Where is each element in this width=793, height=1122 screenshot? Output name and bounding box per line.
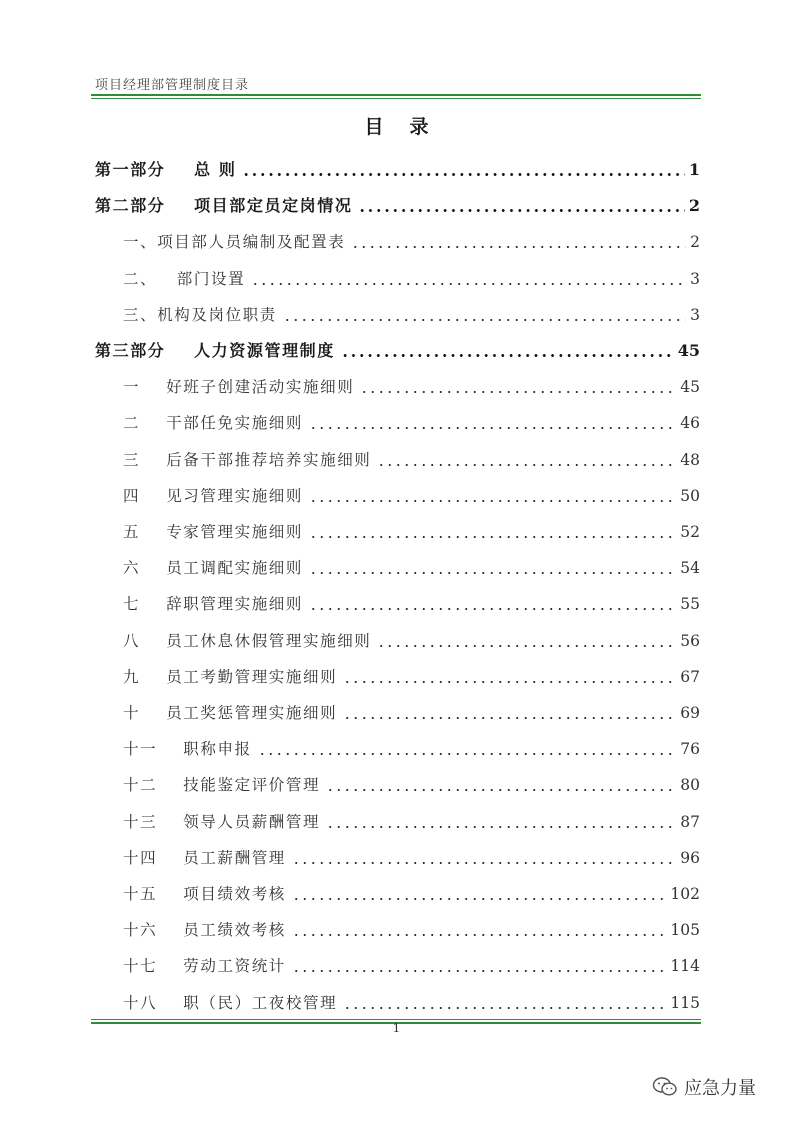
toc-leader-dots xyxy=(377,645,676,647)
page-title: 目录 xyxy=(364,116,455,138)
toc-entry xyxy=(95,222,700,252)
toc-leader-dots xyxy=(309,536,676,538)
toc-page-number: 96 xyxy=(680,848,700,867)
toc-entry-label: 十六 员工绩效考核 xyxy=(123,921,286,940)
toc-entry xyxy=(95,476,700,506)
toc-entry-label: 十五 项目绩效考核 xyxy=(123,885,286,903)
toc-entry-label: 十 员工奖惩管理实施细则 xyxy=(123,704,338,722)
header-rule xyxy=(91,94,701,96)
toc-entry-label: 六 员工调配实施细则 xyxy=(123,559,304,578)
toc-page-number: 1 xyxy=(688,160,700,179)
toc-entry-label: 二 干部任免实施细则 xyxy=(123,414,304,433)
toc-entry-label: 七 辞职管理实施细则 xyxy=(123,595,304,614)
toc-page-number: 45 xyxy=(680,378,700,397)
toc-entry-label: 十一 职称申报 xyxy=(123,740,252,759)
toc-entry-label: 五 专家管理实施细则 xyxy=(123,523,304,541)
toc-leader-dots xyxy=(309,427,676,429)
toc-entry xyxy=(95,259,700,289)
toc-section-entry xyxy=(95,186,700,216)
toc-page-number: 55 xyxy=(680,595,700,614)
toc-leader-dots xyxy=(309,500,676,502)
toc-entry xyxy=(95,440,700,470)
toc-page-number: 56 xyxy=(680,631,700,650)
toc-entry-label: 十八 职（民）工夜校管理 xyxy=(123,993,338,1012)
toc-entry-label: 三 后备干部推荐培养实施细则 xyxy=(123,450,372,469)
toc-entry xyxy=(95,910,700,940)
toc-leader-dots xyxy=(377,464,676,466)
toc-page-number: 114 xyxy=(670,957,700,976)
toc-page-number: 3 xyxy=(690,269,700,288)
toc-page-number: 52 xyxy=(680,523,700,541)
footer-rule-thin xyxy=(91,1019,701,1020)
toc-entry-label: 一 好班子创建活动实施细则 xyxy=(123,378,355,397)
toc-leader-dots xyxy=(309,608,676,610)
toc-page-number: 80 xyxy=(680,776,700,795)
toc-entry-label: 十四 员工薪酬管理 xyxy=(123,848,286,867)
toc-entry xyxy=(95,295,700,325)
toc-leader-dots xyxy=(292,862,676,864)
toc-entry xyxy=(95,693,700,723)
toc-leader-dots xyxy=(326,789,676,791)
toc-page-number: 2 xyxy=(688,196,700,216)
toc-leader-dots xyxy=(351,246,686,248)
toc-page-number: 48 xyxy=(680,450,700,469)
footer-page-number: 1 xyxy=(392,1021,401,1035)
toc-entry xyxy=(95,657,700,687)
toc-entry xyxy=(95,512,700,542)
toc-entry-label: 九 员工考勤管理实施细则 xyxy=(123,667,338,686)
toc-page-number: 3 xyxy=(690,305,700,324)
toc-entry xyxy=(95,548,700,578)
toc-page-number: 67 xyxy=(680,667,700,686)
toc-entry xyxy=(95,838,700,868)
toc-leader-dots xyxy=(292,898,666,900)
toc-leader-dots xyxy=(242,173,684,176)
toc-entry-label: 十二 技能鉴定评价管理 xyxy=(123,776,321,795)
toc-leader-dots xyxy=(251,283,686,285)
toc-entry-label: 一、项目部人员编制及配置表 xyxy=(123,233,346,252)
toc-entry xyxy=(95,367,700,397)
toc-entry-label: 八 员工休息休假管理实施细则 xyxy=(123,631,372,650)
toc-leader-dots xyxy=(292,934,666,936)
toc-leader-dots xyxy=(283,319,686,321)
toc-entry xyxy=(95,584,700,614)
wechat-icon xyxy=(652,1076,678,1098)
toc-page-number: 102 xyxy=(670,885,700,903)
toc-entry-label: 十七 劳动工资统计 xyxy=(123,957,286,976)
toc-entry-label: 三、机构及岗位职责 xyxy=(123,305,277,324)
toc-entry xyxy=(95,874,700,904)
toc-leader-dots xyxy=(258,753,677,755)
toc-page-number: 87 xyxy=(680,812,700,831)
toc-entry-label: 第二部分 项目部定员定岗情况 xyxy=(95,196,353,216)
toc-entry-label: 四 见习管理实施细则 xyxy=(123,486,304,505)
toc-entry-label: 第三部分 人力资源管理制度 xyxy=(95,341,335,360)
running-header: 项目经理部管理制度目录 xyxy=(95,78,250,93)
toc-entry xyxy=(95,621,700,651)
toc-entry-label: 十三 领导人员薪酬管理 xyxy=(123,812,321,831)
toc-leader-dots xyxy=(326,826,676,828)
toc-entry xyxy=(95,946,700,976)
toc-leader-dots xyxy=(343,717,676,719)
toc-section-entry xyxy=(95,331,700,361)
toc-leader-dots xyxy=(343,681,676,683)
toc-entry-label: 第一部分 总 则 xyxy=(95,160,237,179)
header-rule-thin xyxy=(91,98,701,99)
toc-section-entry xyxy=(95,150,700,180)
toc-page-number: 54 xyxy=(680,559,700,578)
toc-page-number: 2 xyxy=(690,233,700,252)
toc-page-number: 69 xyxy=(680,704,700,722)
toc-page-number: 105 xyxy=(670,921,700,940)
toc-entry xyxy=(95,802,700,832)
watermark-text: 应急力量 xyxy=(684,1078,756,1099)
toc-page-number: 50 xyxy=(680,486,700,505)
toc-entry xyxy=(95,403,700,433)
toc-page-number: 76 xyxy=(680,740,700,759)
toc-leader-dots xyxy=(358,209,684,212)
toc-page-number: 46 xyxy=(680,414,700,433)
toc-page-number: 115 xyxy=(670,993,700,1012)
watermark xyxy=(652,1074,756,1100)
toc-page-number: 45 xyxy=(677,341,700,360)
toc-leader-dots xyxy=(309,572,676,574)
toc-leader-dots xyxy=(292,970,666,972)
toc-leader-dots xyxy=(341,354,674,357)
toc-entry xyxy=(95,765,700,795)
toc-leader-dots xyxy=(360,391,676,393)
toc-entry-label: 二、 部门设置 xyxy=(123,269,246,288)
toc-entry xyxy=(95,729,700,759)
toc-entry xyxy=(95,983,700,1013)
toc-leader-dots xyxy=(343,1007,666,1009)
